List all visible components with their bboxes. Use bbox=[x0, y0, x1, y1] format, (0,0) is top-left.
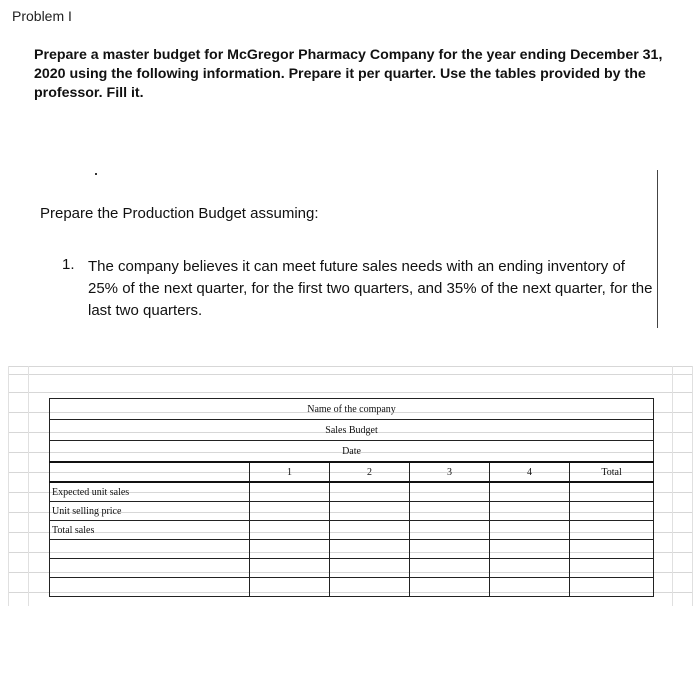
budget-title-cell: Sales Budget bbox=[50, 420, 654, 441]
company-name-cell: Name of the company bbox=[50, 399, 654, 420]
table-cell[interactable] bbox=[250, 578, 330, 597]
table-cell[interactable] bbox=[250, 502, 330, 521]
table-cell[interactable] bbox=[410, 540, 490, 559]
table-cell[interactable] bbox=[50, 559, 250, 578]
table-cell[interactable] bbox=[410, 502, 490, 521]
column-header-blank bbox=[50, 462, 250, 482]
table-cell[interactable] bbox=[570, 559, 654, 578]
production-budget-heading: Prepare the Production Budget assuming: bbox=[40, 205, 319, 222]
table-cell[interactable] bbox=[570, 540, 654, 559]
table-row bbox=[50, 502, 654, 521]
row-label-unit-selling-price: Unit selling price bbox=[50, 502, 250, 521]
stray-mark bbox=[95, 173, 97, 175]
table-row bbox=[50, 559, 654, 578]
row-label-total-sales: Total sales bbox=[50, 521, 250, 540]
table-cell[interactable] bbox=[330, 521, 410, 540]
row-label-expected-unit-sales: Expected unit sales bbox=[50, 482, 250, 502]
list-item-number: 1. bbox=[62, 256, 75, 273]
table-cell[interactable] bbox=[250, 540, 330, 559]
table-cell[interactable] bbox=[490, 482, 570, 502]
column-header-q2: 2 bbox=[330, 462, 410, 482]
table-cell[interactable] bbox=[250, 521, 330, 540]
table-cell[interactable] bbox=[490, 521, 570, 540]
table-cell[interactable] bbox=[410, 578, 490, 597]
intro-paragraph: Prepare a master budget for McGregor Pharmacy Company for the year ending December 31, 2020 using the following information. Prepare it per quarter. Use the tables provided by the professor. Fill it. bbox=[34, 47, 663, 101]
column-header-q3: 3 bbox=[410, 462, 490, 482]
list-item-text: The company believes it can meet future sales needs with an ending inventory of 25% of the next quarter, for the first two quarters, and 35% of the next quarter, for the last two quarters. bbox=[88, 258, 653, 319]
table-cell[interactable] bbox=[330, 559, 410, 578]
table-cell[interactable] bbox=[570, 502, 654, 521]
table-cell[interactable] bbox=[250, 559, 330, 578]
problem-label: Problem I bbox=[12, 8, 72, 24]
column-header-q1: 1 bbox=[250, 462, 330, 482]
table-cell[interactable] bbox=[570, 578, 654, 597]
table-row bbox=[50, 540, 654, 559]
table-cell[interactable] bbox=[330, 502, 410, 521]
table-row bbox=[50, 578, 654, 597]
table-cell[interactable] bbox=[410, 559, 490, 578]
table-cell[interactable] bbox=[330, 578, 410, 597]
vertical-rule bbox=[657, 170, 658, 328]
table-cell[interactable] bbox=[330, 540, 410, 559]
date-cell: Date bbox=[50, 441, 654, 463]
table-cell[interactable] bbox=[570, 521, 654, 540]
table-cell[interactable] bbox=[490, 578, 570, 597]
table-cell[interactable] bbox=[490, 559, 570, 578]
table-cell[interactable] bbox=[250, 482, 330, 502]
column-header-total: Total bbox=[570, 462, 654, 482]
table-cell[interactable] bbox=[330, 482, 410, 502]
table-cell[interactable] bbox=[570, 482, 654, 502]
table-cell[interactable] bbox=[410, 482, 490, 502]
table-cell[interactable] bbox=[490, 540, 570, 559]
table-cell[interactable] bbox=[490, 502, 570, 521]
table-cell[interactable] bbox=[50, 578, 250, 597]
table-cell[interactable] bbox=[50, 540, 250, 559]
sales-budget-table bbox=[49, 398, 654, 597]
column-header-q4: 4 bbox=[490, 462, 570, 482]
table-cell[interactable] bbox=[410, 521, 490, 540]
table-row bbox=[50, 521, 654, 540]
table-row bbox=[50, 482, 654, 502]
